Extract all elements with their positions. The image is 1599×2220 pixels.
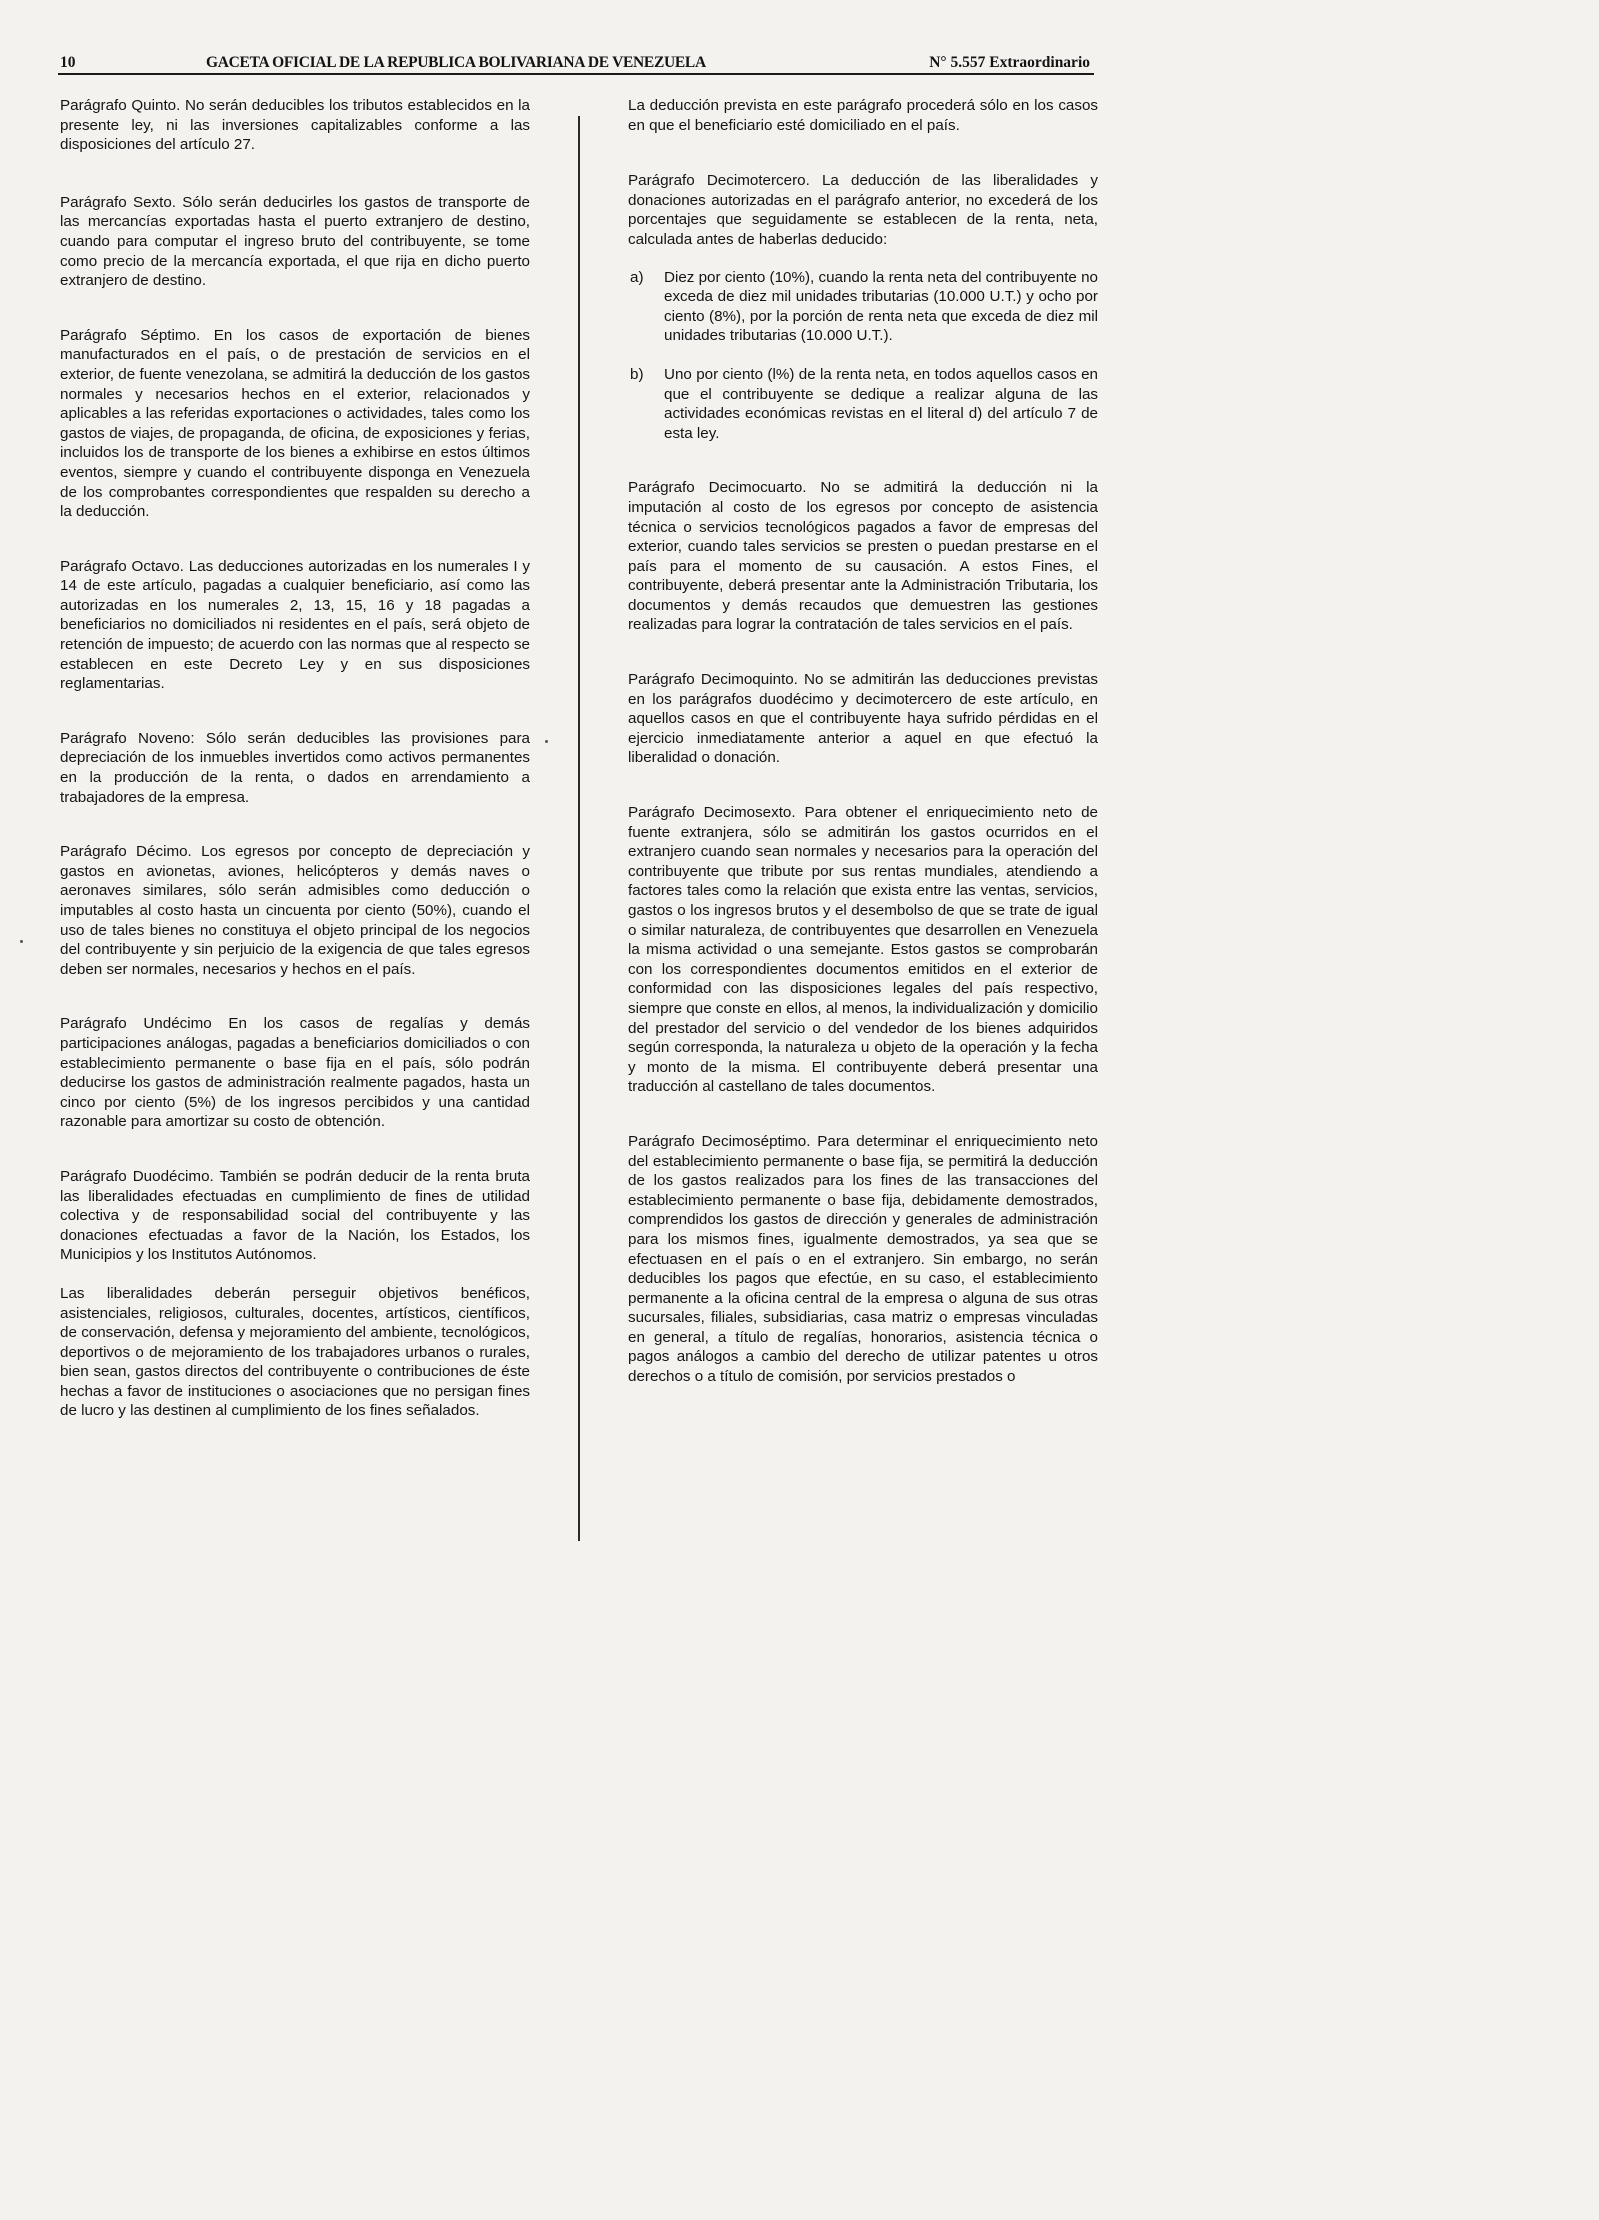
paragraph-decimo: Parágrafo Décimo. Los egresos por concepto de depreciación y gastos en avionetas, aviones, helicópteros y demás naves o aeronaves similares, sólo serán admisibles como deducción o imputables al costo hasta un cincuenta por ciento (50%), cuando el uso de tales bienes no constituya el objeto principal de los negocios del contribuyente y sin perjuicio de la exigencia de que tales egresos deben ser normales, necesarios y hechos en el país. <box>60 843 530 978</box>
list-item <box>628 365 1098 443</box>
gazette-title: GACETA OFICIAL DE LA REPUBLICA BOLIVARIANA DE VENEZUELA <box>206 54 706 71</box>
scan-speck <box>20 940 23 943</box>
paragraph-undecimo: Parágrafo Undécimo En los casos de regalías y demás participaciones análogas, pagadas a beneficiarios domiciliados o con establecimiento permanente o base fija en el país, sólo podrán deducirse los gastos de administración realmente pagados, hasta un cinco por ciento (5%) de los ingresos percibidos y una cantidad razonable para amortizar su costo de obtención. <box>60 1015 530 1131</box>
list-item-text: Diez por ciento (10%), cuando la renta neta del contribuyente no exceda de diez mil unidades tributarias (10.000 U.T.) y ocho por ciento (8%), por la porción de renta neta que exceda de diez mil unidades tributarias (10.000 U.T.). <box>664 268 1098 345</box>
paragraph-decimotercero: Parágrafo Decimotercero. La deducción de las liberalidades y donaciones autorizadas en el parágrafo anterior, no excederá de los porcentajes que seguidamente se establecen de la renta, neta, calculada antes de haberlas deducido: <box>628 172 1098 248</box>
list-item <box>628 268 1098 346</box>
list-marker: b) <box>630 365 644 383</box>
right-column <box>628 96 1098 1422</box>
list-item-text: Uno por ciento (l%) de la renta neta, en todos aquellos casos en que el contribuyente se dedique a realizar alguna de las actividades económicas revistas en el literal d) del artículo 7 de esta ley. <box>664 365 1098 442</box>
issue-number: N° 5.557 Extraordinario <box>929 54 1090 71</box>
paragraph-octavo: Parágrafo Octavo. Las deducciones autorizadas en los numerales I y 14 de este artículo, pagadas a cualquier beneficiario, así como las autorizadas en los numerales 2, 13, 15, 16 y 18 pagadas a beneficiarios no domiciliados ni residentes en el país, será objeto de retención de impuesto; de acuerdo con las normas que al respecto se establecen en este Decreto Ley y en sus disposiciones reglamentarias. <box>60 557 530 693</box>
page-number: 10 <box>60 54 76 71</box>
paragraph-quinto: Parágrafo Quinto. No serán deducibles los tributos establecidos en la presente ley, ni las inversiones capitalizables conforme a las disposiciones del artículo 27. <box>60 97 530 154</box>
paragraph-decimocuarto: Parágrafo Decimocuarto. No se admitirá la deducción ni la imputación al costo de los egresos por concepto de asistencia técnica o servicios tecnológicos pagados a favor de empresas del exterior, cuando tales servicios se presten o puedan prestarse en el país para el momento de su causación. A estos Fines, el contribuyente, deberá presentar ante la Administración Tributaria, los documentos y demás recaudos que demuestren las gestiones realizadas para lograr la contratación de tales servicios en el país. <box>628 479 1098 634</box>
paragraph-intro: La deducción prevista en este parágrafo procederá sólo en los casos en que el beneficiario esté domiciliado en el país. <box>628 97 1098 134</box>
list-marker: a) <box>630 268 644 286</box>
column-divider <box>578 116 580 1541</box>
page-header <box>58 51 1094 75</box>
paragraph-duodecimo: Parágrafo Duodécimo. También se podrán deducir de la renta bruta las liberalidades efectuadas en cumplimiento de fines de utilidad colectiva y de responsabilidad social del contribuyente y las donaciones efectuadas a favor de la Nación, los Estados, los Municipios y los Institutos Autónomos. <box>60 1167 530 1264</box>
paragraph-sexto: Parágrafo Sexto. Sólo serán deducirles los gastos de transporte de las mercancías exportadas hasta el puerto extranjero de destino, cuando para computar el ingreso bruto del contribuyente, se tome como precio de la mercancía exportada, el que rija en dicho puerto extranjero de destino. <box>60 193 530 290</box>
paragraph-liberalidades: Las liberalidades deberán perseguir objetivos benéficos, asistenciales, religiosos, culturales, docentes, artísticos, científicos, de conservación, defensa y mejoramiento del ambiente, tecnológicos, deportivos o de mejoramiento de los trabajadores urbanos o rurales, bien sean, gastos directos del contribuyente o contribuciones de éste hechas a favor de instituciones o asociaciones que no persigan fines de lucro y las destinen al cumplimiento de los fines señalados. <box>60 1284 530 1420</box>
paragraph-decimosexto: Parágrafo Decimosexto. Para obtener el enriquecimiento neto de fuente extranjera, sólo se admitirán los gastos ocurridos en el extranjero cuando sean normales y necesarios para la operación del contribuyente que tribute por sus rentas mundiales, atendiendo a factores tales como la relación que exista entre las ventas, servicios, gastos o los ingresos brutos y el desembolso de que se trate de igual o similar naturaleza, de contribuyentes que desarrollen en Venezuela la misma actividad o una semejante. Estos gastos se comprobarán con los correspondientes documentos emitidos en el exterior de conformidad con las disposiciones legales del país respectivo, siempre que conste en ellos, al menos, la individualización y domicilio del prestador del servicio o del vendedor de los bienes adquiridos según corresponda, la naturaleza u objeto de la operación y la fecha y monto de la misma. El contribuyente deberá presentar una traducción al castellano de tales documentos. <box>628 804 1098 1096</box>
scan-speck <box>545 740 548 743</box>
paragraph-septimo: Parágrafo Séptimo. En los casos de exportación de bienes manufacturados en el país, o de prestación de servicios en el exterior, de fuente venezolana, se admitirá la deducción de los gastos normales y necesarios hechos en el exterior, relacionados y aplicables a las referidas exportaciones o actividades, tales como los gastos de viajes, de propaganda, de oficina, de exposiciones y ferias, incluidos los de transporte de los bienes a exhibirse en estos últimos eventos, siempre y cuando el contribuyente disponga en Venezuela de los comprobantes correspondientes que respalden su derecho a la deducción. <box>60 326 530 521</box>
paragraph-decimoquinto: Parágrafo Decimoquinto. No se admitirán las deducciones previstas en los parágrafos duodécimo y decimotercero de este artículo, en aquellos casos en que el contribuyente haya sufrido pérdidas en el ejercicio inmediatamente anterior a aquel en que efectuó la liberalidad o donación. <box>628 671 1098 767</box>
paragraph-decimoseptimo: Parágrafo Decimoséptimo. Para determinar el enriquecimiento neto del establecimiento permanente o base fija, se permitirá la deducción de los gastos realizados para los fines de las transacciones del establecimiento permanente o base fija, debidamente demostrados, comprendidos los gastos de dirección y generales de administración para los mismos fines, igualmente demostrados, ya sea que se efectuasen en el país o en el extranjero. Sin embargo, no serán deducibles los pagos que efectúe, en su caso, el establecimiento permanente a la oficina central de la empresa o alguna de sus otras sucursales, filiales, subsidiarias, casa matriz o empresas vinculadas en general, a título de regalías, honorarios, asistencia técnica o pagos análogos a cambio del derecho de utilizar patentes u otros derechos o a título de comisión, por servicios prestados o <box>628 1132 1098 1386</box>
percentage-list <box>628 268 1098 444</box>
paragraph-noveno: Parágrafo Noveno: Sólo serán deducibles las provisiones para depreciación de los inmuebles invertidos como activos permanentes en la producción de la renta, o dados en arrendamiento a trabajadores de la empresa. <box>60 729 530 806</box>
left-column <box>60 96 530 1456</box>
